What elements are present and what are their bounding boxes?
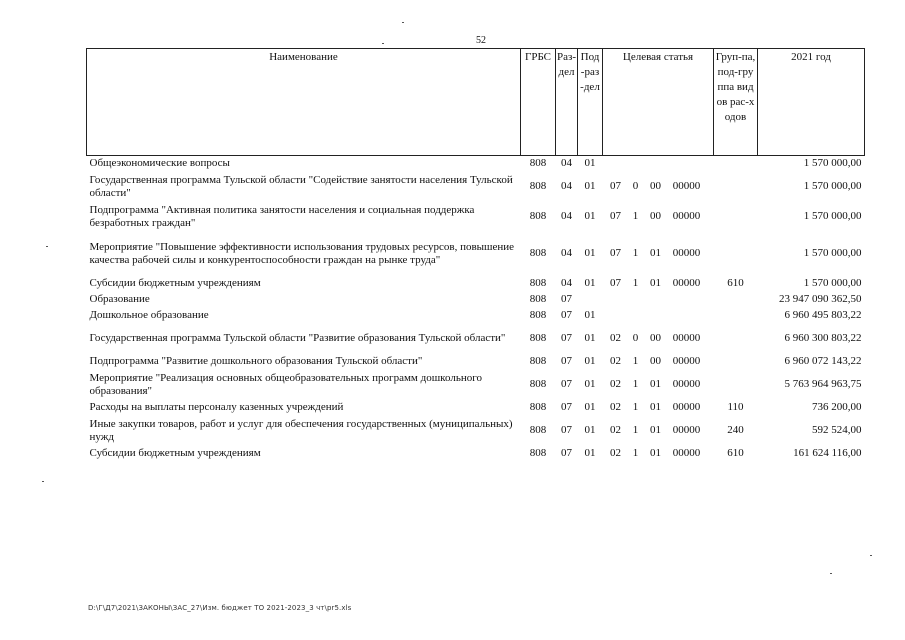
row-grbs: 808 xyxy=(529,355,547,367)
row-razdel: 04 xyxy=(561,277,572,289)
celevaya-part-4: 00000 xyxy=(672,277,701,289)
celevaya-part-4: 00000 xyxy=(672,424,701,436)
scan-speck xyxy=(382,43,384,44)
row-podrazdel: 01 xyxy=(584,309,596,321)
row-razdel: 07 xyxy=(561,378,572,390)
row-sum-2021: 161 624 116,00 xyxy=(793,447,862,459)
row-name: Субсидии бюджетным учреждениям xyxy=(89,447,261,459)
row-grbs: 808 xyxy=(529,332,547,344)
celevaya-part-4: 00000 xyxy=(672,401,701,413)
row-razdel: 04 xyxy=(561,247,572,259)
row-podrazdel: 01 xyxy=(584,332,596,344)
row-razdel: 07 xyxy=(561,293,572,305)
row-grbs: 808 xyxy=(529,424,547,436)
table-row xyxy=(87,308,865,324)
row-vid-rashodov xyxy=(714,232,758,276)
table-row xyxy=(87,156,865,172)
celevaya-part-2: 0 xyxy=(632,332,639,344)
celevaya-part-4: 00000 xyxy=(672,180,701,192)
row-vid-rashodov xyxy=(714,172,758,202)
table-row xyxy=(87,292,865,308)
celevaya-part-2: 1 xyxy=(632,355,639,367)
row-podrazdel: 01 xyxy=(584,424,596,436)
row-sum-2021: 5 763 964 963,75 xyxy=(784,378,862,390)
row-celevaya-statya xyxy=(603,400,714,416)
celevaya-part-2: 1 xyxy=(632,447,639,459)
table-row xyxy=(87,446,865,462)
row-name: Расходы на выплаты персоналу казенных учреждений xyxy=(89,401,344,413)
header-grbs: ГРБС xyxy=(521,49,556,156)
scan-speck xyxy=(870,555,872,556)
row-razdel: 07 xyxy=(561,309,572,321)
row-celevaya-statya xyxy=(603,446,714,462)
celevaya-part-3: 00 xyxy=(650,355,661,367)
row-vid-rashodov xyxy=(714,308,758,324)
row-vid-rashodov xyxy=(714,324,758,354)
row-vid-rashodov xyxy=(714,292,758,308)
row-podrazdel: 01 xyxy=(584,277,596,289)
row-grbs: 808 xyxy=(529,180,547,192)
celevaya-part-1: 02 xyxy=(610,447,621,459)
celevaya-part-2: 1 xyxy=(632,378,639,390)
scan-speck xyxy=(402,22,404,23)
celevaya-part-1: 02 xyxy=(610,355,621,367)
scan-speck xyxy=(830,573,832,574)
celevaya-part-3: 00 xyxy=(650,332,661,344)
row-grbs: 808 xyxy=(529,157,547,170)
table-row xyxy=(87,324,865,354)
celevaya-part-2: 1 xyxy=(632,401,639,413)
row-name: Государственная программа Тульской области "Развитие образования Тульской области" xyxy=(89,332,506,344)
row-grbs: 808 xyxy=(529,309,547,321)
row-name: Иные закупки товаров, работ и услуг для обеспечения государственных (муниципальных) нужд xyxy=(89,417,513,443)
row-grbs: 808 xyxy=(529,447,547,459)
celevaya-part-1: 02 xyxy=(610,378,621,390)
row-name: Образование xyxy=(89,293,150,305)
celevaya-part-2: 1 xyxy=(632,247,639,259)
celevaya-part-2: 0 xyxy=(632,180,639,192)
row-razdel: 07 xyxy=(561,332,572,344)
row-podrazdel: 01 xyxy=(584,355,596,367)
header-podrazdel: Под-раз-дел xyxy=(578,49,603,156)
celevaya-part-1: 07 xyxy=(610,180,621,192)
row-podrazdel: 01 xyxy=(584,247,596,259)
row-name: Общеэкономические вопросы xyxy=(89,157,230,170)
row-celevaya-statya xyxy=(603,292,714,308)
row-podrazdel xyxy=(578,292,603,308)
row-vid-rashodov xyxy=(714,354,758,370)
celevaya-part-1: 02 xyxy=(610,332,621,344)
row-sum-2021: 23 947 090 362,50 xyxy=(779,293,862,305)
table-row xyxy=(87,400,865,416)
row-razdel: 04 xyxy=(561,210,572,222)
row-name: Дошкольное образование xyxy=(89,309,209,321)
row-vid-rashodov xyxy=(714,156,758,172)
celevaya-part-2: 1 xyxy=(632,424,639,436)
row-celevaya-statya xyxy=(603,172,714,202)
scan-speck xyxy=(46,246,48,247)
celevaya-part-3: 01 xyxy=(650,447,661,459)
celevaya-part-3: 01 xyxy=(650,277,661,289)
header-celevaya-statya: Целевая статья xyxy=(603,49,714,156)
row-sum-2021: 592 524,00 xyxy=(812,424,862,436)
row-vid-rashodov: 240 xyxy=(727,424,744,436)
row-grbs: 808 xyxy=(529,378,547,390)
table-row xyxy=(87,276,865,292)
row-name: Подпрограмма "Активная политика занятости населения и социальная поддержка безработных граждан" xyxy=(89,203,475,229)
row-sum-2021: 1 570 000,00 xyxy=(803,277,862,289)
row-razdel: 07 xyxy=(561,401,572,413)
row-podrazdel: 01 xyxy=(584,378,596,390)
row-name: Подпрограмма "Развитие дошкольного образования Тульской области" xyxy=(89,355,423,367)
row-sum-2021: 1 570 000,00 xyxy=(803,210,862,222)
table-row xyxy=(87,172,865,202)
row-razdel: 07 xyxy=(561,424,572,436)
celevaya-part-1: 02 xyxy=(610,401,621,413)
celevaya-part-4: 00000 xyxy=(672,355,701,367)
row-vid-rashodov: 110 xyxy=(727,401,744,413)
row-celevaya-statya xyxy=(603,370,714,400)
row-sum-2021: 1 570 000,00 xyxy=(803,180,862,192)
celevaya-part-4: 00000 xyxy=(672,247,701,259)
row-razdel: 07 xyxy=(561,355,572,367)
celevaya-part-1: 07 xyxy=(610,210,621,222)
table-row xyxy=(87,354,865,370)
celevaya-part-1: 07 xyxy=(610,277,621,289)
row-celevaya-statya xyxy=(603,276,714,292)
header-gruppa: Груп-па, под-группа видов рас-ходов xyxy=(714,49,758,156)
row-celevaya-statya xyxy=(603,202,714,232)
row-vid-rashodov: 610 xyxy=(727,447,744,459)
row-celevaya-statya xyxy=(603,416,714,446)
table-header-row xyxy=(87,49,865,156)
page-number: 52 xyxy=(476,35,486,46)
row-sum-2021: 6 960 072 143,22 xyxy=(784,355,862,367)
celevaya-part-4: 00000 xyxy=(672,378,701,390)
row-sum-2021: 6 960 300 803,22 xyxy=(784,332,862,344)
row-vid-rashodov xyxy=(714,370,758,400)
row-grbs: 808 xyxy=(529,293,547,305)
row-podrazdel: 01 xyxy=(584,401,596,413)
row-razdel: 04 xyxy=(561,157,572,170)
header-name: Наименование xyxy=(87,49,521,156)
row-vid-rashodov: 610 xyxy=(727,277,744,289)
file-path-footer: D:\Г\Д7\2021\ЗАКОНЫ\ЗАС_27\Изм. бюджет ТО 2021-2023_3 чт\pr5.xls xyxy=(88,604,352,612)
row-grbs: 808 xyxy=(529,210,547,222)
row-grbs: 808 xyxy=(529,247,547,259)
row-sum-2021: 1 570 000,00 xyxy=(803,247,862,259)
table-row xyxy=(87,202,865,232)
row-razdel: 04 xyxy=(561,180,572,192)
celevaya-part-2: 1 xyxy=(632,210,639,222)
row-celevaya-statya xyxy=(603,232,714,276)
row-name: Мероприятие "Повышение эффективности использования трудовых ресурсов, повышение качества рабочей силы и конкурентоспособности граждан на рынке труда" xyxy=(89,240,515,266)
table-row xyxy=(87,416,865,446)
header-year: 2021 год xyxy=(758,49,865,156)
celevaya-part-3: 00 xyxy=(650,180,661,192)
table-body xyxy=(87,156,865,462)
row-podrazdel: 01 xyxy=(584,180,596,192)
table-row xyxy=(87,232,865,276)
row-name: Государственная программа Тульской области "Содействие занятости населения Тульской области" xyxy=(89,173,513,199)
celevaya-part-2: 1 xyxy=(632,277,639,289)
row-celevaya-statya xyxy=(603,156,714,172)
row-celevaya-statya xyxy=(603,354,714,370)
celevaya-part-1: 07 xyxy=(610,247,621,259)
row-vid-rashodov xyxy=(714,202,758,232)
row-sum-2021: 1 570 000,00 xyxy=(803,157,862,170)
scan-speck xyxy=(42,481,44,482)
row-name: Субсидии бюджетным учреждениям xyxy=(89,277,261,289)
row-podrazdel: 01 xyxy=(584,157,596,170)
row-razdel: 07 xyxy=(561,447,572,459)
row-grbs: 808 xyxy=(529,277,547,289)
row-podrazdel: 01 xyxy=(584,210,596,222)
row-grbs: 808 xyxy=(529,401,547,413)
celevaya-part-4: 00000 xyxy=(672,332,701,344)
row-celevaya-statya xyxy=(603,308,714,324)
header-razdel: Раз-дел xyxy=(556,49,578,156)
row-celevaya-statya xyxy=(603,324,714,354)
celevaya-part-3: 01 xyxy=(650,401,661,413)
row-name: Мероприятие "Реализация основных общеобразовательных программ дошкольного образования" xyxy=(89,371,482,397)
row-sum-2021: 736 200,00 xyxy=(812,401,862,413)
celevaya-part-4: 00000 xyxy=(672,210,701,222)
budget-table xyxy=(86,48,865,462)
celevaya-part-3: 00 xyxy=(650,210,661,222)
row-podrazdel: 01 xyxy=(584,447,596,459)
celevaya-part-3: 01 xyxy=(650,424,661,436)
celevaya-part-3: 01 xyxy=(650,247,661,259)
celevaya-part-1: 02 xyxy=(610,424,621,436)
celevaya-part-3: 01 xyxy=(650,378,661,390)
table-row xyxy=(87,370,865,400)
row-sum-2021: 6 960 495 803,22 xyxy=(784,309,862,321)
celevaya-part-4: 00000 xyxy=(672,447,701,459)
